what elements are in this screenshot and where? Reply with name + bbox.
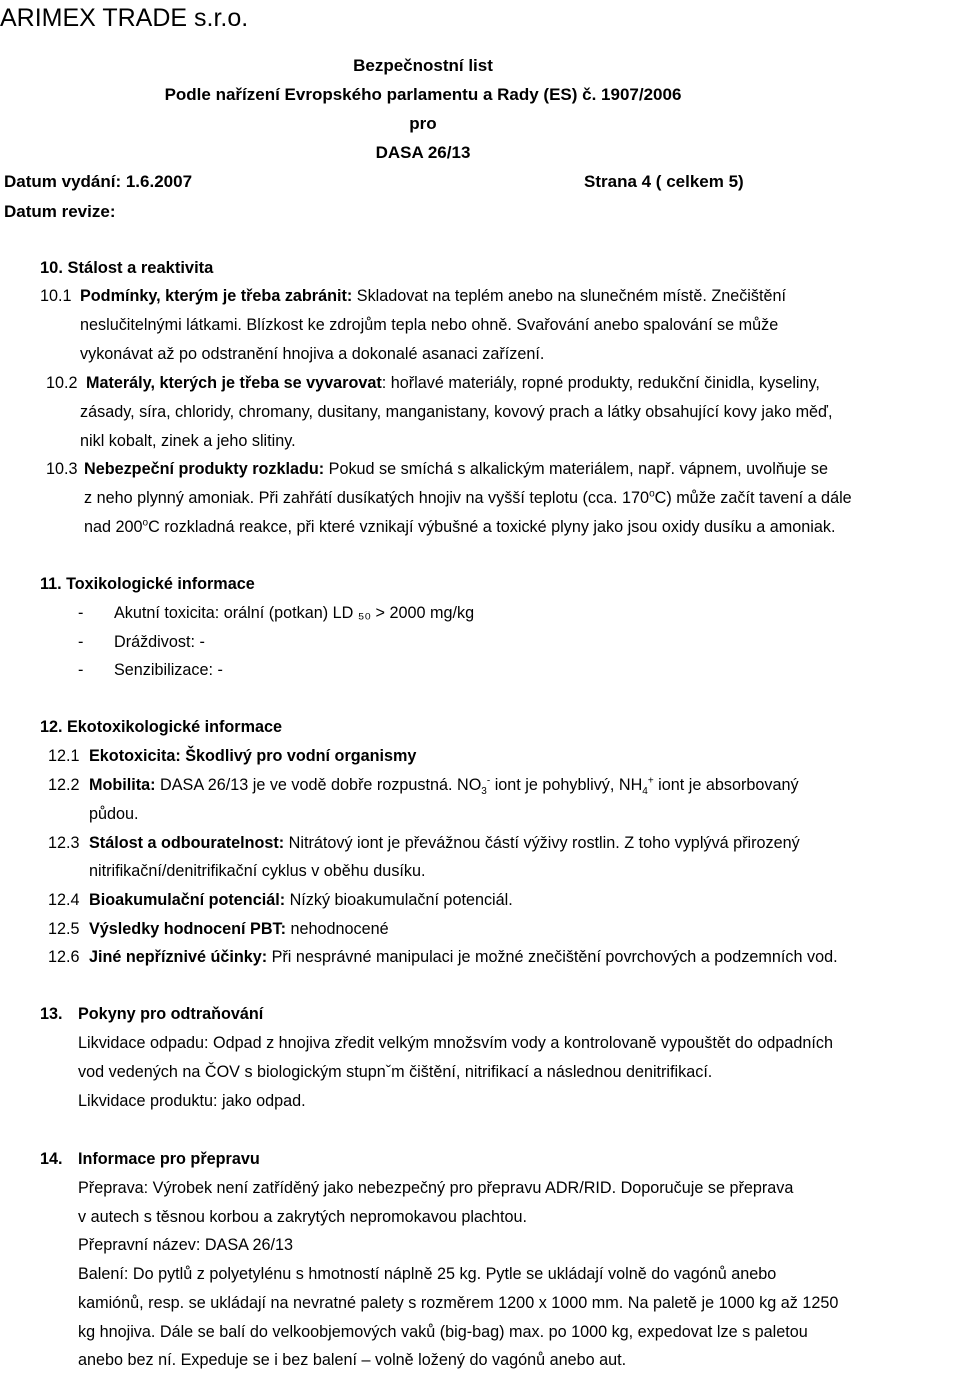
item-number: 12.4 (48, 891, 80, 909)
degree-mark: o (649, 488, 655, 500)
section-11-heading (40, 574, 255, 594)
item-text: zásady, síra, chloridy, chromany, dusitany, manganistany, kovový prach a látky obsahující kovy jako měď, (80, 403, 833, 421)
list-item: Senzibilizace: - (114, 661, 223, 679)
heading-text: 11. Toxikologické informace (40, 575, 255, 593)
text-part: DASA 26/13 je ve vodě dobře rozpustná. NO (155, 776, 482, 794)
item-text: neslučitelnými látkami. Blízkost ke zdrojům tepla nebo ohně. Svařování anebo spalování se může (80, 316, 779, 334)
section-14-heading: Informace pro přepravu (78, 1150, 260, 1168)
section-12-5 (89, 919, 389, 939)
item-text: Nitrátový iont je převážnou částí výživy rostlin. Z toho vyplývá přirozený (284, 834, 800, 852)
item-number: 12.2 (48, 776, 80, 794)
paragraph-line: Přeprava: Výrobek není zatříděný jako nebezpečný pro přepravu ADR/RID. Doporučuje se přeprava (78, 1179, 794, 1197)
company-name: ARIMEX TRADE s.r.o. (0, 4, 249, 32)
item-text: nehodnocené (286, 920, 389, 938)
item-text: nikl kobalt, zinek a jeho slitiny. (80, 432, 296, 450)
section-13-number: 13. (40, 1005, 63, 1023)
paragraph-line: anebo bez ní. Expeduje se i bez balení – volně ložený do vagónů anebo aut. (78, 1351, 627, 1369)
section-10-1 (80, 286, 786, 306)
item-title (89, 746, 416, 766)
item-text (84, 488, 852, 508)
section-13-heading: Pokyny pro odtraňování (78, 1005, 264, 1023)
item-number: 10.1 (40, 287, 72, 305)
section-10-heading: 10. Stálost a reaktivita (40, 259, 214, 277)
item-text: vykonávat až po odstranění hnojiva a dokonalé asanaci zařízení. (80, 345, 545, 363)
item-text: nitrifikační/denitrifikační cyklus v oběhu dusíku. (89, 862, 426, 880)
product-name: DASA 26/13 (375, 143, 471, 162)
text-part: nad 200 (84, 518, 143, 536)
section-12-heading (40, 717, 282, 737)
item-text: Při nesprávné manipulaci je možné znečištění povrchových a podzemních vod. (267, 948, 838, 966)
bullet-dash: - (78, 661, 84, 679)
item-text (84, 517, 835, 537)
item-number: 10.3 (46, 460, 78, 478)
bullet-dash: - (78, 633, 84, 651)
subscript: 4 (642, 786, 648, 798)
superscript: - (486, 775, 491, 787)
item-number: 12.3 (48, 834, 80, 852)
item-text: Pokud se smíchá s alkalickým materiálem, např. vápnem, uvolňuje se (324, 460, 828, 478)
regulation-line: Podle nařízení Evropského parlamentu a Rady (ES) č. 1907/2006 (164, 85, 682, 104)
item-title: Podmínky, kterým je třeba zabránit: (80, 287, 353, 305)
item-text: : hořlavé materiály, ropné produkty, redukční činidla, kyseliny, (381, 374, 820, 392)
item-text: půdou. (89, 805, 139, 823)
item-title: Stálost a odbouratelnost: (89, 834, 285, 852)
paragraph-line: Likvidace produktu: jako odpad. (78, 1092, 306, 1110)
paragraph-line: v autech s těsnou korbou a zakrytých nepromokavou plachtou. (78, 1208, 528, 1226)
list-item: Akutní toxicita: orální (potkan) LD ₅₀ > 2000 mg/kg (114, 604, 475, 622)
text-part: z neho plynný amoniak. Při zahřátí dusíkatých hnojiv na vyšší teplotu (cca. 170 (84, 489, 650, 507)
item-number: 10.2 (46, 374, 78, 392)
item-title: Bioakumulační potenciál: (89, 891, 286, 909)
paragraph-line: kg hnojiva. Dále se balí do velkoobjemových vaků (big-bag) max. po 1000 kg, expedovat lze s paletou (78, 1323, 808, 1341)
heading-text: 12. Ekotoxikologické informace (40, 718, 282, 736)
section-12-2 (89, 775, 799, 798)
section-12-3 (89, 833, 800, 853)
paragraph-line: Přepravní název: DASA 26/13 (78, 1236, 294, 1254)
item-title: Výsledky hodnocení PBT: (89, 920, 286, 938)
section-12-6 (89, 947, 838, 967)
item-title: Mobilita: (89, 776, 156, 794)
paragraph-line: Balení: Do pytlů z polyetylénu s hmotností náplně 25 kg. Pytle se ukládají volně do vagónů anebo (78, 1265, 777, 1283)
text-part: C) může začít tavení a dále (654, 489, 852, 507)
paragraph-line: kamiónů, resp. se ukládají na nevratné palety s rozměrem 1200 x 1000 mm. Na paletě je 1000 kg až 1250 (78, 1294, 839, 1312)
degree-mark: o (142, 517, 149, 529)
section-10-2 (86, 373, 820, 393)
paragraph-line: Likvidace odpadu: Odpad z hnojiva zředit velkým množsvím vody a kontrolovaně vypouštět do odpadních (78, 1034, 833, 1052)
item-text: Nízký bioakumulační potenciál. (285, 891, 513, 909)
item-number: 12.5 (48, 920, 80, 938)
item-title: Materály, kterých je třeba se vyvarovat (86, 374, 382, 392)
text-part: iont je pohyblivý, NH (490, 776, 643, 794)
pro-line: pro (409, 114, 437, 133)
section-12-4 (89, 890, 513, 910)
text-part: iont je absorbovaný (653, 776, 799, 794)
item-number: 12.6 (48, 948, 80, 966)
revision-date: Datum revize: (4, 202, 116, 221)
item-title: Nebezpeční produkty rozkladu: (84, 460, 325, 478)
section-14-number: 14. (40, 1150, 63, 1168)
issue-date: Datum vydání: 1.6.2007 (4, 172, 193, 191)
title-text: Ekotoxicita: Škodlivý pro vodní organismy (89, 747, 417, 765)
page-number: Strana 4 ( celkem 5) (584, 172, 744, 191)
list-item: Dráždivost: - (114, 633, 205, 651)
subscript: 3 (481, 786, 487, 798)
document-title: Bezpečnostní list (353, 56, 493, 75)
text-part: C rozkladná reakce, při které vznikají výbušné a toxické plyny jako jsou oxidy dusíku a amoniak. (148, 518, 836, 536)
item-number: 12.1 (48, 747, 80, 765)
paragraph-line: vod vedených na ČOV s biologickým stupnˇm čištění, nitrifikací a následnou denitrifikací. (78, 1063, 713, 1081)
item-title: Jiné nepříznivé účinky: (89, 948, 268, 966)
superscript: + (647, 775, 654, 787)
bullet-dash: - (78, 604, 84, 622)
section-10-3 (84, 459, 828, 479)
item-text: Skladovat na teplém anebo na slunečném místě. Znečištění (352, 287, 786, 305)
